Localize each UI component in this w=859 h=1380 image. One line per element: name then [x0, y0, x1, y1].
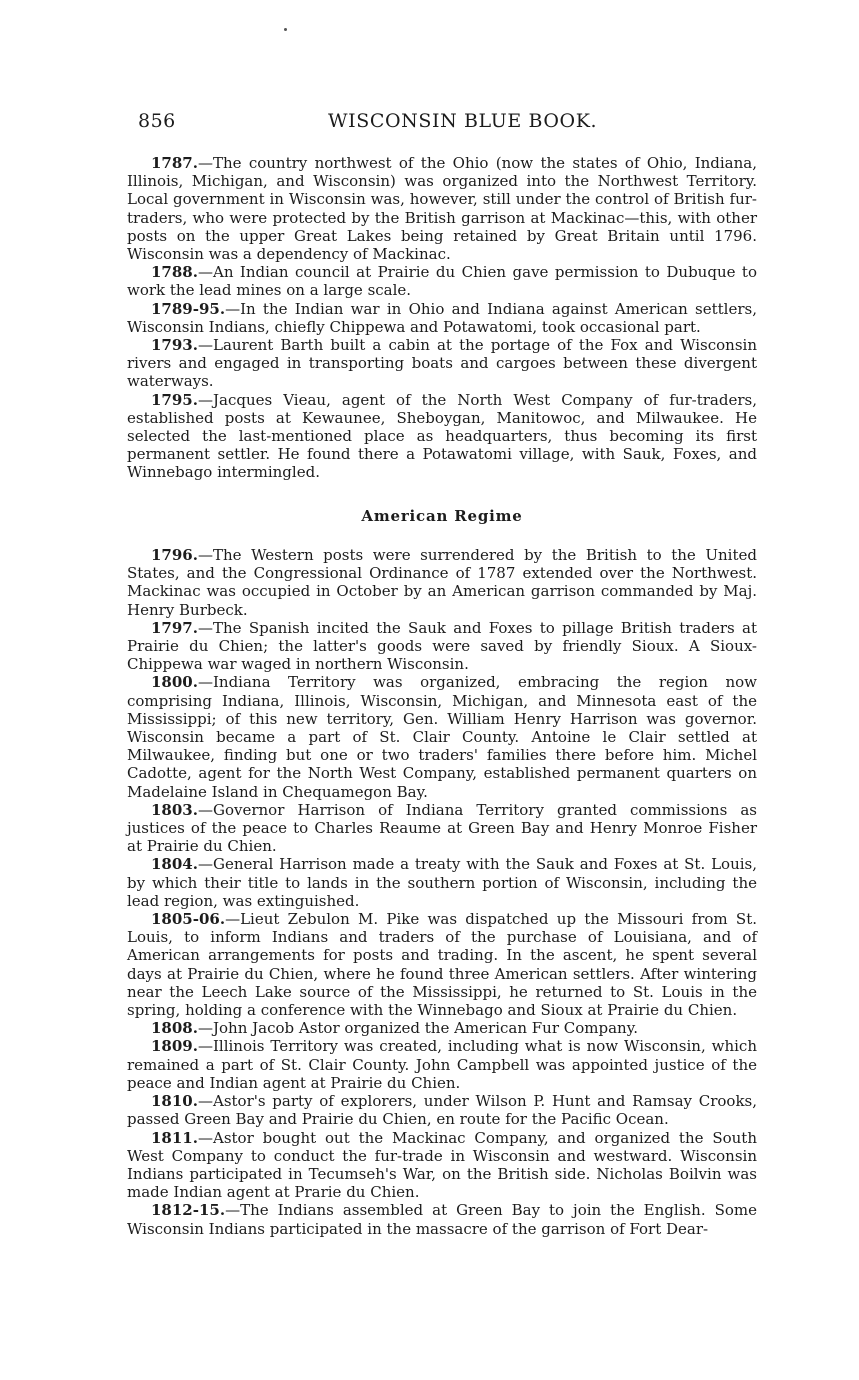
chronology-entry: 1809.—Illinois Territory was created, including what is now Wisconsin, which remained a part of St. Clair County. John Campbell was appointed justice of the peace and Indian agent at Prairie du Chien. — [127, 1037, 757, 1092]
chronology-entry: 1793.—Laurent Barth built a cabin at the portage of the Fox and Wisconsin rivers and engaged in transporting boats and cargoes between these divergent waterways. — [127, 336, 757, 391]
chronology-entry: 1804.—General Harrison made a treaty with the Sauk and Foxes at St. Louis, by which their title to lands in the southern portion of Wisconsin, including the lead region, was extinguished. — [127, 855, 757, 910]
entry-text: Governor Harrison of Indiana Territory granted commissions as justices of the peace to Charles Reaume at Green Bay and Henry Monroe Fisher at Prairie du Chien. — [127, 800, 757, 856]
entry-year: 1800. — [151, 673, 198, 692]
print-speck — [284, 28, 287, 31]
entry-year: 1812-15. — [151, 1201, 226, 1220]
chronology-entry: 1800.—Indiana Territory was organized, embracing the region now comprising Indiana, Illinois, Wisconsin, Michigan, and Minnesota east of the Mississippi; of this new territory, Gen. William Henry Harrison was governor. Wisconsin became a part of St. Clair County. Antoine le Clair settled at Milwaukee, finding but one or two traders' families there before him. Michel Cadotte, agent for the North West Company, established permanent quarters on Madelaine Island in Chequamegon Bay. — [127, 673, 757, 801]
entry-year: 1808. — [151, 1019, 198, 1038]
entry-year: 1804. — [151, 855, 198, 874]
chronology-entry: 1805-06.—Lieut Zebulon M. Pike was dispatched up the Missouri from St. Louis, to inform Indians and traders of the purchase of Louisiana, and of American arrangements for posts and trading. In the ascent, he spent several days at Prairie du Chien, where he found three American settlers. After wintering near the Leech Lake source of the Mississippi, he returned to St. Louis in the spring, holding a conference with the Winnebago and Sioux at Prairie du Chien. — [127, 910, 757, 1020]
chronology-entry: 1787.—The country northwest of the Ohio (now the states of Ohio, Indiana, Illinois, Michigan, and Wisconsin) was organized into the Northwest Territory. Local government in Wisconsin was, however, still under the control of British fur-traders, who were protected by the British garrison at Mackinac—this, with other posts on the upper Great Lakes being retained by Great Britain until 1796. Wisconsin was a dependency of Mackinac. — [127, 154, 757, 264]
chronology-entry: 1797.—The Spanish incited the Sauk and Foxes to pillage British traders at Prairie du Chien; the latter's goods were saved by friendly Sioux. A Sioux-Chippewa war waged in northern Wisconsin. — [127, 618, 757, 674]
entry-year: 1789-95. — [151, 299, 226, 318]
entry-text: The country northwest of the Ohio (now the states of Ohio, Indiana, Illinois, Michigan, and Wisconsin) was organized into the Northwest Territory. Local government in Wisconsin was, however, still under the control of British fur-traders, who were protected by the British garrison at Mackinac—this, with other posts on the upper Great Lakes being retained by Great Britain until 1796. Wisconsin was a dependency of Mackinac. — [127, 154, 757, 264]
entry-text: Lieut Zebulon M. Pike was dispatched up the Missouri from St. Louis, to inform Indians and traders of the purchase of Louisiana, and of American arrangements for posts and trading. In the ascent, he spent several days at Prairie du Chien, where he found three American settlers. After wintering near the Leech Lake source of the Mississippi, he returned to St. Louis in the spring, holding a conference with the Winnebago and Sioux at Prairie du Chien. — [127, 910, 757, 1020]
entry-year: 1811. — [151, 1128, 198, 1147]
entry-text: Laurent Barth built a cabin at the portage of the Fox and Wisconsin rivers and engaged in transporting boats and cargoes between these divergent waterways. — [127, 336, 757, 391]
entry-year: 1810. — [151, 1092, 198, 1111]
chronology-entry: 1789-95.—In the Indian war in Ohio and Indiana against American settlers, Wisconsin Indians, chiefly Chippewa and Potawatomi, took occasional part. — [127, 299, 757, 336]
entry-text: Astor bought out the Mackinac Company, and organized the South West Company to conduct the fur-trade in Wisconsin and westward. Wisconsin Indians participated in Tecumseh's War, on the British side. Nicholas Boilvin was made Indian agent at Prarie du Chien. — [127, 1128, 757, 1202]
entry-year: 1795. — [151, 390, 198, 409]
chronology-entry: 1808.—John Jacob Astor organized the American Fur Company. — [151, 1019, 638, 1038]
entry-year: 1809. — [151, 1037, 198, 1056]
chronology-entry: 1812-15.—The Indians assembled at Green Bay to join the English. Some Wisconsin Indians participated in the massacre of the garrison of Fort Dear- — [127, 1201, 757, 1238]
entry-text: The Spanish incited the Sauk and Foxes to pillage British traders at Prairie du Chien; the latter's goods were saved by friendly Sioux. A Sioux-Chippewa war waged in northern Wisconsin. — [127, 618, 757, 674]
entry-year: 1787. — [151, 154, 198, 172]
entry-year: 1797. — [151, 618, 198, 637]
entry-text: Illinois Territory was created, including what is now Wisconsin, which remained a part of St. Clair County. John Campbell was appointed justice of the peace and Indian agent at Prairie du Chien. — [127, 1037, 757, 1092]
chronology-entry: 1811.—Astor bought out the Mackinac Company, and organized the South West Company to conduct the fur-trade in Wisconsin and westward. Wisconsin Indians participated in Tecumseh's War, on the British side. Nicholas Boilvin was made Indian agent at Prarie du Chien. — [127, 1128, 757, 1202]
chronology-entry: 1788.—An Indian council at Prairie du Chien gave permission to Dubuque to work the lead mines on a large scale. — [127, 263, 757, 300]
chronology-entry: 1803.—Governor Harrison of Indiana Territory granted commissions as justices of the peace to Charles Reaume at Green Bay and Henry Monroe Fisher at Prairie du Chien. — [127, 800, 757, 856]
chronology-before — [127, 154, 757, 482]
chronology-entry: 1796.—The Western posts were surrendered by the British to the United States, and the Congressional Ordinance of 1787 extended over the Northwest. Mackinac was occupied in October by an American garrison commanded by Maj. Henry Burbeck. — [127, 546, 757, 619]
entry-text: John Jacob Astor organized the American Fur Company. — [212, 1019, 638, 1038]
chronology-entry: 1795.—Jacques Vieau, agent of the North West Company of fur-traders, established posts at Kewaunee, Sheboygan, Manitowoc, and Milwaukee. He selected the last-mentioned place as headquarters, thus becoming its first permanent settler. He found there a Potawatomi village, with Sauk, Foxes, and Winnebago intermingled. — [127, 390, 757, 482]
running-title: WISCONSIN BLUE BOOK. — [328, 110, 598, 132]
entry-year: 1788. — [151, 263, 198, 282]
entry-text: The Indians assembled at Green Bay to join the English. Some Wisconsin Indians participated in the massacre of the garrison of Fort Dear- — [127, 1201, 757, 1238]
entry-text: Indiana Territory was organized, embracing the region now comprising Indiana, Illinois, Wisconsin, Michigan, and Minnesota east of the Mississippi; of this new territory, Gen. William Henry Harrison was governor. Wisconsin became a part of St. Clair County. Antoine le Clair settled at Milwaukee, finding but one or two traders' families there before him. Michel Cadotte, agent for the North West Company, established permanent quarters on Madelaine Island in Chequamegon Bay. — [127, 673, 757, 801]
page-number: 856 — [138, 110, 176, 132]
section-heading: American Regime — [361, 507, 523, 525]
entry-text: Jacques Vieau, agent of the North West Company of fur-traders, established posts at Kewaunee, Sheboygan, Manitowoc, and Milwaukee. He selected the last-mentioned place as headquarters, thus becoming its first permanent settler. He found there a Potawatomi village, with Sauk, Foxes, and Winnebago intermingled. — [127, 390, 757, 482]
entry-year: 1805-06. — [151, 910, 226, 929]
entry-text: The Western posts were surrendered by the British to the United States, and the Congressional Ordinance of 1787 extended over the Northwest. Mackinac was occupied in October by an American garrison commanded by Maj. Henry Burbeck. — [127, 546, 757, 619]
chronology-after — [127, 546, 757, 1238]
page-header — [138, 110, 758, 136]
entry-year: 1803. — [151, 800, 198, 819]
entry-text: In the Indian war in Ohio and Indiana against American settlers, Wisconsin Indians, chiefly Chippewa and Potawatomi, took occasional part. — [127, 299, 757, 336]
entry-year: 1793. — [151, 336, 198, 355]
entry-text: An Indian council at Prairie du Chien gave permission to Dubuque to work the lead mines on a large scale. — [127, 263, 757, 300]
entry-text: General Harrison made a treaty with the Sauk and Foxes at St. Louis, by which their title to lands in the southern portion of Wisconsin, including the lead region, was extinguished. — [127, 855, 757, 910]
chronology-entry: 1810.—Astor's party of explorers, under Wilson P. Hunt and Ramsay Crooks, passed Green Bay and Prairie du Chien, en route for the Pacific Ocean. — [127, 1092, 757, 1129]
entry-year: 1796. — [151, 546, 198, 564]
entry-text: Astor's party of explorers, under Wilson P. Hunt and Ramsay Crooks, passed Green Bay and Prairie du Chien, en route for the Pacific Ocean. — [127, 1092, 757, 1129]
